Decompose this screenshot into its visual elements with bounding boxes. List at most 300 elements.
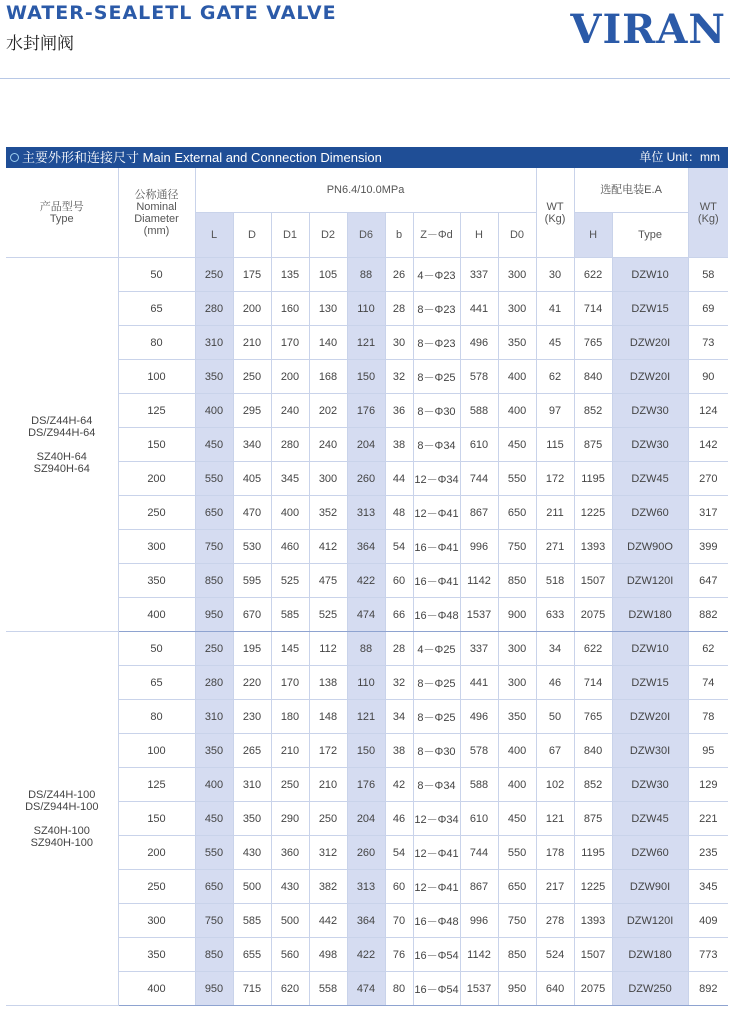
page-subtitle: 水封闸阀 xyxy=(6,34,74,54)
value-cell: 852 xyxy=(574,394,612,428)
value-cell: 135 xyxy=(271,258,309,292)
diameter-header: 公称通径 Nominal Diameter (mm) xyxy=(118,168,195,258)
value-cell: 530 xyxy=(233,530,271,564)
value-cell: 121 xyxy=(536,802,574,836)
value-cell: 8－Φ25 xyxy=(413,360,460,394)
value-cell: 867 xyxy=(460,496,498,530)
value-cell: 8－Φ34 xyxy=(413,428,460,462)
value-cell: 840 xyxy=(574,734,612,768)
value-cell: 200 xyxy=(233,292,271,326)
diameter-cell: 125 xyxy=(118,394,195,428)
value-cell: 422 xyxy=(347,564,385,598)
col-header: D6 xyxy=(347,213,385,258)
value-cell: 250 xyxy=(271,768,309,802)
value-cell: 80 xyxy=(385,972,413,1006)
value-cell: 74 xyxy=(688,666,728,700)
value-cell: DZW30I xyxy=(612,734,688,768)
value-cell: 102 xyxy=(536,768,574,802)
value-cell: 110 xyxy=(347,666,385,700)
value-cell: 875 xyxy=(574,428,612,462)
value-cell: DZW180 xyxy=(612,598,688,632)
value-cell: 28 xyxy=(385,632,413,666)
value-cell: DZW45 xyxy=(612,462,688,496)
value-cell: 1507 xyxy=(574,564,612,598)
value-cell: 240 xyxy=(309,428,347,462)
col-header: H xyxy=(460,213,498,258)
value-cell: 278 xyxy=(536,904,574,938)
value-cell: 1393 xyxy=(574,530,612,564)
value-cell: 280 xyxy=(195,666,233,700)
value-cell: 714 xyxy=(574,666,612,700)
value-cell: 405 xyxy=(233,462,271,496)
value-cell: 12－Φ34 xyxy=(413,802,460,836)
value-cell: DZW30 xyxy=(612,768,688,802)
value-cell: 310 xyxy=(195,700,233,734)
type-header: 产品型号 Type xyxy=(6,168,118,258)
value-cell: 765 xyxy=(574,700,612,734)
value-cell: 220 xyxy=(233,666,271,700)
value-cell: 200 xyxy=(271,360,309,394)
value-cell: 350 xyxy=(195,734,233,768)
value-cell: 430 xyxy=(271,870,309,904)
value-cell: 340 xyxy=(233,428,271,462)
value-cell: 2075 xyxy=(574,972,612,1006)
table-body xyxy=(6,258,728,1006)
value-cell: 8－Φ30 xyxy=(413,734,460,768)
value-cell: 70 xyxy=(385,904,413,938)
diameter-cell: 65 xyxy=(118,292,195,326)
value-cell: 145 xyxy=(271,632,309,666)
value-cell: DZW180 xyxy=(612,938,688,972)
value-cell: DZW20I xyxy=(612,700,688,734)
value-cell: 130 xyxy=(309,292,347,326)
value-cell: 875 xyxy=(574,802,612,836)
value-cell: 1195 xyxy=(574,462,612,496)
ea-h-header: H xyxy=(574,213,612,258)
value-cell: 524 xyxy=(536,938,574,972)
value-cell: 160 xyxy=(271,292,309,326)
value-cell: 88 xyxy=(347,258,385,292)
value-cell: 170 xyxy=(271,666,309,700)
value-cell: 105 xyxy=(309,258,347,292)
value-cell: 345 xyxy=(271,462,309,496)
value-cell: 250 xyxy=(233,360,271,394)
value-cell: 175 xyxy=(233,258,271,292)
value-cell: 67 xyxy=(536,734,574,768)
value-cell: 585 xyxy=(271,598,309,632)
value-cell: 852 xyxy=(574,768,612,802)
value-cell: 475 xyxy=(309,564,347,598)
value-cell: 90 xyxy=(688,360,728,394)
diameter-cell: 100 xyxy=(118,360,195,394)
value-cell: 310 xyxy=(233,768,271,802)
diameter-cell: 350 xyxy=(118,564,195,598)
value-cell: 50 xyxy=(536,700,574,734)
value-cell: 765 xyxy=(574,326,612,360)
value-cell: 176 xyxy=(347,768,385,802)
value-cell: 110 xyxy=(347,292,385,326)
value-cell: 280 xyxy=(195,292,233,326)
value-cell: 500 xyxy=(233,870,271,904)
brand-logo: VIRAN xyxy=(570,6,726,53)
value-cell: 66 xyxy=(385,598,413,632)
value-cell: 170 xyxy=(271,326,309,360)
value-cell: 211 xyxy=(536,496,574,530)
value-cell: 364 xyxy=(347,904,385,938)
value-cell: 97 xyxy=(536,394,574,428)
diameter-cell: 125 xyxy=(118,768,195,802)
value-cell: 38 xyxy=(385,734,413,768)
diameter-cell: 300 xyxy=(118,904,195,938)
value-cell: 230 xyxy=(233,700,271,734)
value-cell: DZW60 xyxy=(612,836,688,870)
value-cell: 750 xyxy=(498,904,536,938)
value-cell: 744 xyxy=(460,836,498,870)
value-cell: DZW45 xyxy=(612,802,688,836)
value-cell: DZW120I xyxy=(612,564,688,598)
header-divider xyxy=(0,78,730,79)
value-cell: 364 xyxy=(347,530,385,564)
type-cell: DS/Z44H-100 DS/Z944H-100 SZ40H-100 SZ940H-100 xyxy=(6,632,118,1006)
col-header: D1 xyxy=(271,213,309,258)
value-cell: 650 xyxy=(498,870,536,904)
value-cell: 46 xyxy=(385,802,413,836)
value-cell: 260 xyxy=(347,836,385,870)
value-cell: 610 xyxy=(460,802,498,836)
value-cell: 750 xyxy=(195,904,233,938)
value-cell: 300 xyxy=(309,462,347,496)
value-cell: 441 xyxy=(460,292,498,326)
value-cell: 78 xyxy=(688,700,728,734)
value-cell: 16－Φ54 xyxy=(413,972,460,1006)
value-cell: 496 xyxy=(460,700,498,734)
value-cell: 498 xyxy=(309,938,347,972)
value-cell: 585 xyxy=(233,904,271,938)
value-cell: 16－Φ48 xyxy=(413,598,460,632)
wt-header: WT (Kg) xyxy=(536,168,574,258)
value-cell: 28 xyxy=(385,292,413,326)
value-cell: 350 xyxy=(498,700,536,734)
diameter-cell: 250 xyxy=(118,496,195,530)
value-cell: 121 xyxy=(347,326,385,360)
value-cell: 280 xyxy=(271,428,309,462)
value-cell: 172 xyxy=(536,462,574,496)
value-cell: 150 xyxy=(347,360,385,394)
value-cell: 650 xyxy=(498,496,536,530)
value-cell: 345 xyxy=(688,870,728,904)
value-cell: 313 xyxy=(347,870,385,904)
value-cell: 124 xyxy=(688,394,728,428)
value-cell: 270 xyxy=(688,462,728,496)
value-cell: 450 xyxy=(498,802,536,836)
value-cell: 900 xyxy=(498,598,536,632)
value-cell: 633 xyxy=(536,598,574,632)
diameter-cell: 200 xyxy=(118,836,195,870)
value-cell: 38 xyxy=(385,428,413,462)
value-cell: 1225 xyxy=(574,870,612,904)
col-header: b xyxy=(385,213,413,258)
value-cell: 54 xyxy=(385,836,413,870)
value-cell: 8－Φ23 xyxy=(413,292,460,326)
value-cell: 204 xyxy=(347,802,385,836)
value-cell: 350 xyxy=(195,360,233,394)
value-cell: 500 xyxy=(271,904,309,938)
value-cell: 69 xyxy=(688,292,728,326)
value-cell: 474 xyxy=(347,972,385,1006)
value-cell: 1393 xyxy=(574,904,612,938)
value-cell: 48 xyxy=(385,496,413,530)
value-cell: 45 xyxy=(536,326,574,360)
value-cell: 1195 xyxy=(574,836,612,870)
value-cell: DZW20I xyxy=(612,326,688,360)
value-cell: 235 xyxy=(688,836,728,870)
value-cell: 54 xyxy=(385,530,413,564)
value-cell: 867 xyxy=(460,870,498,904)
value-cell: 2075 xyxy=(574,598,612,632)
value-cell: 221 xyxy=(688,802,728,836)
value-cell: 996 xyxy=(460,904,498,938)
value-cell: DZW250 xyxy=(612,972,688,1006)
value-cell: 8－Φ34 xyxy=(413,768,460,802)
value-cell: 60 xyxy=(385,870,413,904)
diameter-cell: 65 xyxy=(118,666,195,700)
value-cell: 178 xyxy=(536,836,574,870)
value-cell: DZW90O xyxy=(612,530,688,564)
value-cell: 655 xyxy=(233,938,271,972)
value-cell: 850 xyxy=(195,938,233,972)
unit-label: 单位 Unit：mm xyxy=(639,150,720,164)
value-cell: 400 xyxy=(498,394,536,428)
diameter-cell: 400 xyxy=(118,598,195,632)
value-cell: 850 xyxy=(498,938,536,972)
diameter-cell: 150 xyxy=(118,428,195,462)
value-cell: 400 xyxy=(271,496,309,530)
value-cell: 202 xyxy=(309,394,347,428)
ea-header: 选配电装E.A xyxy=(574,168,688,213)
value-cell: 310 xyxy=(195,326,233,360)
col-header: D2 xyxy=(309,213,347,258)
value-cell: 138 xyxy=(309,666,347,700)
value-cell: 430 xyxy=(233,836,271,870)
value-cell: 16－Φ41 xyxy=(413,564,460,598)
value-cell: 650 xyxy=(195,870,233,904)
value-cell: 496 xyxy=(460,326,498,360)
value-cell: 290 xyxy=(271,802,309,836)
value-cell: 450 xyxy=(195,428,233,462)
value-cell: 317 xyxy=(688,496,728,530)
value-cell: 470 xyxy=(233,496,271,530)
value-cell: 409 xyxy=(688,904,728,938)
value-cell: 620 xyxy=(271,972,309,1006)
value-cell: 250 xyxy=(309,802,347,836)
value-cell: 300 xyxy=(498,632,536,666)
value-cell: 62 xyxy=(688,632,728,666)
value-cell: 140 xyxy=(309,326,347,360)
value-cell: 352 xyxy=(309,496,347,530)
value-cell: DZW30 xyxy=(612,428,688,462)
value-cell: 950 xyxy=(195,972,233,1006)
value-cell: 73 xyxy=(688,326,728,360)
value-cell: 474 xyxy=(347,598,385,632)
value-cell: 1142 xyxy=(460,564,498,598)
value-cell: 62 xyxy=(536,360,574,394)
value-cell: 30 xyxy=(385,326,413,360)
value-cell: 8－Φ25 xyxy=(413,700,460,734)
value-cell: 588 xyxy=(460,768,498,802)
value-cell: 42 xyxy=(385,768,413,802)
value-cell: 610 xyxy=(460,428,498,462)
value-cell: 58 xyxy=(688,258,728,292)
ea-type-header: Type xyxy=(612,213,688,258)
col-header: D0 xyxy=(498,213,536,258)
value-cell: 442 xyxy=(309,904,347,938)
value-cell: 8－Φ25 xyxy=(413,666,460,700)
value-cell: 996 xyxy=(460,530,498,564)
dimension-table xyxy=(6,168,728,1006)
value-cell: DZW10 xyxy=(612,258,688,292)
value-cell: 217 xyxy=(536,870,574,904)
value-cell: 1537 xyxy=(460,972,498,1006)
value-cell: 450 xyxy=(195,802,233,836)
value-cell: 360 xyxy=(271,836,309,870)
value-cell: DZW30 xyxy=(612,394,688,428)
value-cell: 121 xyxy=(347,700,385,734)
value-cell: 950 xyxy=(195,598,233,632)
value-cell: 210 xyxy=(233,326,271,360)
value-cell: 313 xyxy=(347,496,385,530)
value-cell: 168 xyxy=(309,360,347,394)
value-cell: 271 xyxy=(536,530,574,564)
value-cell: 172 xyxy=(309,734,347,768)
value-cell: 4－Φ25 xyxy=(413,632,460,666)
value-cell: 16－Φ41 xyxy=(413,530,460,564)
value-cell: 1507 xyxy=(574,938,612,972)
value-cell: 32 xyxy=(385,666,413,700)
value-cell: 4－Φ23 xyxy=(413,258,460,292)
diameter-cell: 150 xyxy=(118,802,195,836)
value-cell: 8－Φ23 xyxy=(413,326,460,360)
value-cell: 12－Φ34 xyxy=(413,462,460,496)
value-cell: 12－Φ41 xyxy=(413,836,460,870)
table-row xyxy=(6,258,728,292)
value-cell: 560 xyxy=(271,938,309,972)
value-cell: 750 xyxy=(498,530,536,564)
value-cell: 180 xyxy=(271,700,309,734)
value-cell: 250 xyxy=(195,632,233,666)
value-cell: 88 xyxy=(347,632,385,666)
value-cell: 60 xyxy=(385,564,413,598)
value-cell: 8－Φ30 xyxy=(413,394,460,428)
value-cell: DZW60 xyxy=(612,496,688,530)
value-cell: 647 xyxy=(688,564,728,598)
value-cell: 400 xyxy=(195,768,233,802)
value-cell: 112 xyxy=(309,632,347,666)
value-cell: 44 xyxy=(385,462,413,496)
value-cell: 95 xyxy=(688,734,728,768)
value-cell: 76 xyxy=(385,938,413,972)
wt2-header: WT (Kg) xyxy=(688,168,728,258)
value-cell: 337 xyxy=(460,632,498,666)
value-cell: 350 xyxy=(498,326,536,360)
value-cell: DZW15 xyxy=(612,666,688,700)
type-cell: DS/Z44H-64 DS/Z944H-64 SZ40H-64 SZ940H-64 xyxy=(6,258,118,632)
value-cell: 210 xyxy=(271,734,309,768)
value-cell: 525 xyxy=(309,598,347,632)
value-cell: 422 xyxy=(347,938,385,972)
value-cell: 441 xyxy=(460,666,498,700)
value-cell: 400 xyxy=(195,394,233,428)
value-cell: 640 xyxy=(536,972,574,1006)
value-cell: 240 xyxy=(271,394,309,428)
value-cell: 714 xyxy=(574,292,612,326)
value-cell: 1537 xyxy=(460,598,498,632)
value-cell: 550 xyxy=(498,836,536,870)
value-cell: DZW10 xyxy=(612,632,688,666)
value-cell: 142 xyxy=(688,428,728,462)
value-cell: 260 xyxy=(347,462,385,496)
value-cell: 850 xyxy=(498,564,536,598)
value-cell: 129 xyxy=(688,768,728,802)
value-cell: 1142 xyxy=(460,938,498,972)
value-cell: 312 xyxy=(309,836,347,870)
value-cell: 622 xyxy=(574,632,612,666)
value-cell: 400 xyxy=(498,734,536,768)
value-cell: 195 xyxy=(233,632,271,666)
value-cell: 350 xyxy=(233,802,271,836)
value-cell: 882 xyxy=(688,598,728,632)
value-cell: 204 xyxy=(347,428,385,462)
value-cell: 595 xyxy=(233,564,271,598)
col-header: D xyxy=(233,213,271,258)
diameter-cell: 80 xyxy=(118,326,195,360)
diameter-cell: 250 xyxy=(118,870,195,904)
value-cell: 34 xyxy=(385,700,413,734)
diameter-cell: 200 xyxy=(118,462,195,496)
diameter-cell: 50 xyxy=(118,632,195,666)
value-cell: 337 xyxy=(460,258,498,292)
section-title: 主要外形和连接尺寸 Main External and Connection Dimension xyxy=(22,150,382,165)
value-cell: DZW15 xyxy=(612,292,688,326)
value-cell: 148 xyxy=(309,700,347,734)
value-cell: 400 xyxy=(498,768,536,802)
value-cell: 210 xyxy=(309,768,347,802)
value-cell: 150 xyxy=(347,734,385,768)
value-cell: 892 xyxy=(688,972,728,1006)
value-cell: DZW120I xyxy=(612,904,688,938)
value-cell: 550 xyxy=(195,462,233,496)
value-cell: 460 xyxy=(271,530,309,564)
value-cell: 300 xyxy=(498,258,536,292)
value-cell: DZW20I xyxy=(612,360,688,394)
value-cell: 12－Φ41 xyxy=(413,870,460,904)
value-cell: 840 xyxy=(574,360,612,394)
pn-header: PN6.4/10.0MPa xyxy=(195,168,536,213)
value-cell: 26 xyxy=(385,258,413,292)
col-header: Z－Φd xyxy=(413,213,460,258)
diameter-cell: 80 xyxy=(118,700,195,734)
value-cell: 399 xyxy=(688,530,728,564)
value-cell: 518 xyxy=(536,564,574,598)
value-cell: 400 xyxy=(498,360,536,394)
value-cell: 715 xyxy=(233,972,271,1006)
value-cell: 622 xyxy=(574,258,612,292)
value-cell: 550 xyxy=(195,836,233,870)
value-cell: 34 xyxy=(536,632,574,666)
circle-bullet-icon xyxy=(10,153,19,162)
value-cell: 588 xyxy=(460,394,498,428)
value-cell: 578 xyxy=(460,734,498,768)
value-cell: 578 xyxy=(460,360,498,394)
